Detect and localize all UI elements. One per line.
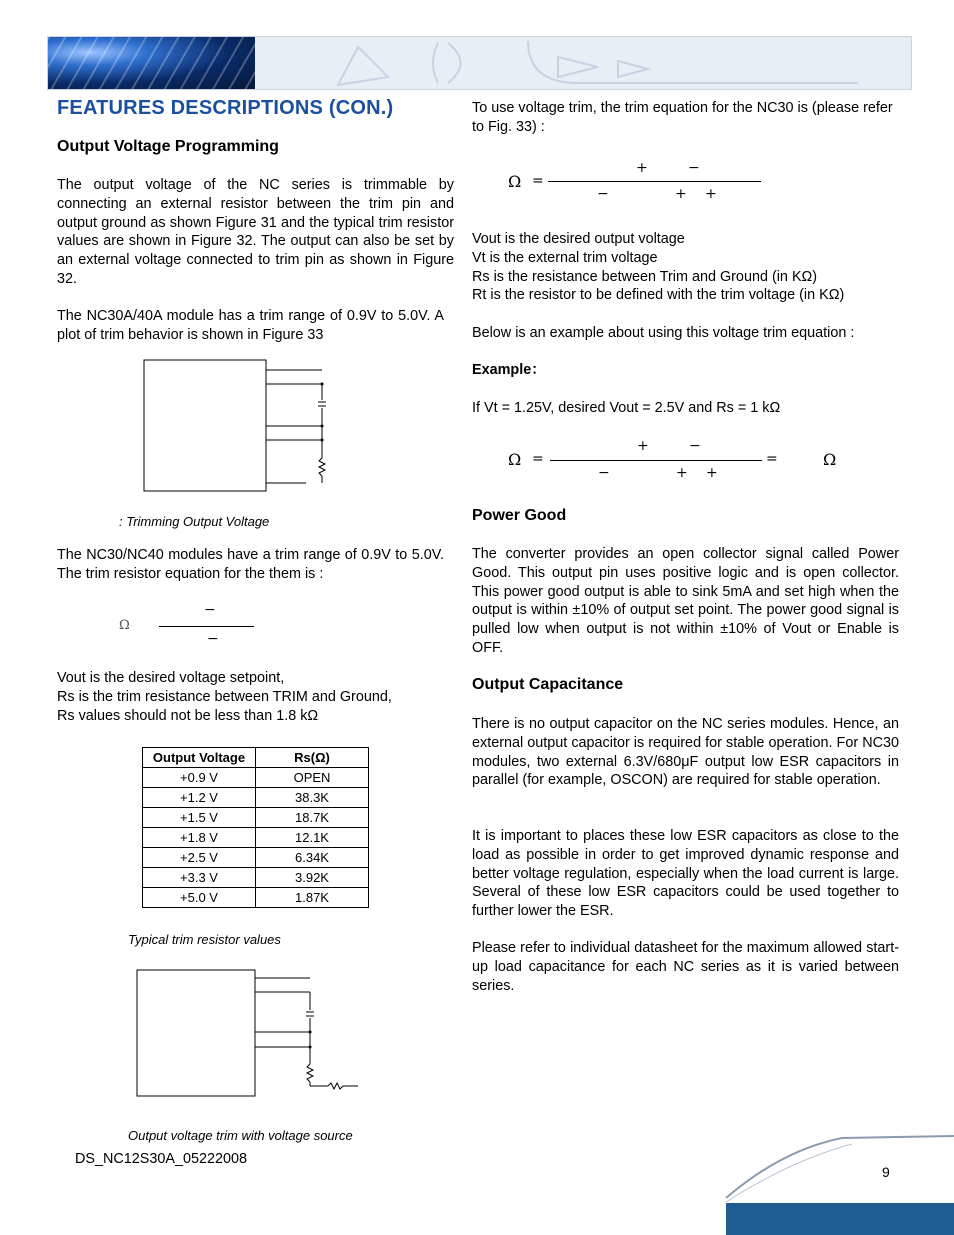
ovp-paragraph-2: The NC30A/40A module has a trim range of 0.9V to 5.0V. A plot of trim behavior is shown in Figure 33 — [57, 308, 444, 343]
eq2-plus-bottom-2: + — [705, 186, 717, 202]
eq2-omega: Ω — [508, 172, 522, 191]
footer-bar — [726, 1203, 954, 1235]
eq2-fraction-line — [548, 181, 761, 182]
table-cell: +5.0 V — [143, 888, 256, 908]
table-row — [143, 808, 369, 828]
eq1-minus-bottom: − — [207, 631, 219, 647]
definition-vout: Vout is the desired output voltage — [472, 231, 685, 247]
figure-31-caption: : Trimming Output Voltage — [119, 514, 270, 529]
eq2-minus-bottom: − — [597, 186, 609, 202]
eq3-equals-2: = — [766, 451, 778, 467]
table-cell: 1.87K — [256, 888, 369, 908]
eq1-fraction-line — [159, 626, 254, 627]
document-id: DS_NC12S30A_05222008 — [75, 1151, 248, 1167]
output-capacitance-heading: Output Capacitance — [472, 676, 624, 693]
eq3-omega-2: Ω — [823, 450, 837, 469]
eq3-minus-bottom: − — [598, 465, 610, 481]
example-line: If Vt = 1.25V, desired Vout = 2.5V and Rs = 1 kΩ — [472, 400, 781, 416]
table-cell: +1.5 V — [143, 808, 256, 828]
eq3-omega: Ω — [508, 450, 522, 469]
voltage-source-trim-figure — [134, 966, 364, 1101]
trim-circuit-figure — [140, 356, 340, 496]
eq1-minus-top: − — [204, 602, 216, 618]
table-row — [143, 768, 369, 788]
table-cell: 18.7K — [256, 808, 369, 828]
table-row — [143, 888, 369, 908]
eq3-plus-bottom-1: + — [676, 465, 688, 481]
table-cell: 38.3K — [256, 788, 369, 808]
definition-rt: Rt is the resistor to be defined with the trim voltage (in KΩ) — [472, 287, 845, 303]
table-caption: Typical trim resistor values — [128, 932, 281, 947]
example-intro: Below is an example about using this voltage trim equation : — [472, 325, 855, 341]
table-header-row — [143, 748, 369, 768]
table-row — [143, 848, 369, 868]
table-cell: +1.2 V — [143, 788, 256, 808]
eq3-minus-top: − — [689, 438, 701, 454]
output-capacitance-paragraph-3: Please refer to individual datasheet for the maximum allowed start-up load capacitance for each NC series as it is varied between series. — [472, 940, 899, 994]
trim-range-paragraph: The NC30/NC40 modules have a trim range of 0.9V to 5.0V. The trim resistor equation for the them is : — [57, 547, 444, 582]
trim-equation-intro: To use voltage trim, the trim equation for the NC30 is (please refer to Fig. 33) : — [472, 100, 893, 135]
banner-graphic — [48, 37, 255, 89]
table-cell: +0.9 V — [143, 768, 256, 788]
vout-setpoint-line: Vout is the desired voltage setpoint, — [57, 670, 285, 686]
table-row — [143, 828, 369, 848]
table-cell: OPEN — [256, 768, 369, 788]
eq2-plus-top: + — [636, 160, 648, 176]
table-row — [143, 788, 369, 808]
output-capacitance-paragraph-1: There is no output capacitor on the NC series modules. Hence, an external output capacitor is required for stable operation. For NC30 modules, two external 6.3V/680μF output low ESR capacitors in parallel (for example, OSCON) are required for stable operation. — [472, 716, 899, 789]
table-cell: +3.3 V — [143, 868, 256, 888]
example-label: Example： — [472, 362, 546, 378]
rs-definition-line: Rs is the trim resistance between TRIM and Ground, — [57, 689, 392, 705]
banner-decoration — [298, 37, 908, 89]
eq2-minus-top: − — [688, 160, 700, 176]
page-number: 9 — [882, 1164, 890, 1180]
table-cell: 6.34K — [256, 848, 369, 868]
table-cell: +1.8 V — [143, 828, 256, 848]
table-row — [143, 868, 369, 888]
eq3-fraction-line — [550, 460, 762, 461]
rs-minimum-line: Rs values should not be less than 1.8 kΩ — [57, 708, 319, 724]
column-header-rs: Rs(Ω) — [256, 748, 369, 768]
header-banner — [47, 36, 912, 90]
eq3-equals: = — [532, 451, 544, 467]
table-cell: +2.5 V — [143, 848, 256, 868]
column-header-output-voltage: Output Voltage — [143, 748, 256, 768]
trim-resistor-table — [142, 747, 369, 908]
table-cell: 3.92K — [256, 868, 369, 888]
table-cell: 12.1K — [256, 828, 369, 848]
ovp-paragraph-1: The output voltage of the NC series is trimmable by connecting an external resistor between the trim pin and output ground as shown Figure 31 and the typical trim resistor values are shown in Figure 32. The output can also be set by an external voltage connected to trim pin as shown in Figure 32. — [57, 177, 454, 287]
figure-33-caption: Output voltage trim with voltage source — [128, 1128, 353, 1143]
eq3-plus-top: + — [637, 438, 649, 454]
eq2-equals: = — [532, 173, 544, 189]
ovp-heading: Output Voltage Programming — [57, 138, 279, 155]
definition-vt: Vt is the external trim voltage — [472, 250, 658, 266]
power-good-paragraph: The converter provides an open collector signal called Power Good. This output pin uses positive logic and is open collector. This power good output is able to sink 5mA and set high when the output is within ±10% of output set point. The power good signal is pulled low when output is not within ±10% of Vout or Enable is OFF. — [472, 546, 899, 656]
power-good-heading: Power Good — [472, 507, 567, 524]
eq3-plus-bottom-2: + — [706, 465, 718, 481]
output-capacitance-paragraph-2: It is important to places these low ESR capacitors as close to the load as possible in order to get improved dynamic response and better voltage regulation, especially when the load current is large. Several of these low ESR capacitors could be used together to further lower the ESR. — [472, 828, 899, 920]
eq2-plus-bottom-1: + — [675, 186, 687, 202]
page-title: FEATURES DESCRIPTIONS (CON.) — [57, 97, 394, 119]
definition-rs: Rs is the resistance between Trim and Ground (in KΩ) — [472, 269, 818, 285]
eq1-omega: Ω — [119, 618, 130, 633]
footer-swoosh — [722, 1130, 954, 1205]
